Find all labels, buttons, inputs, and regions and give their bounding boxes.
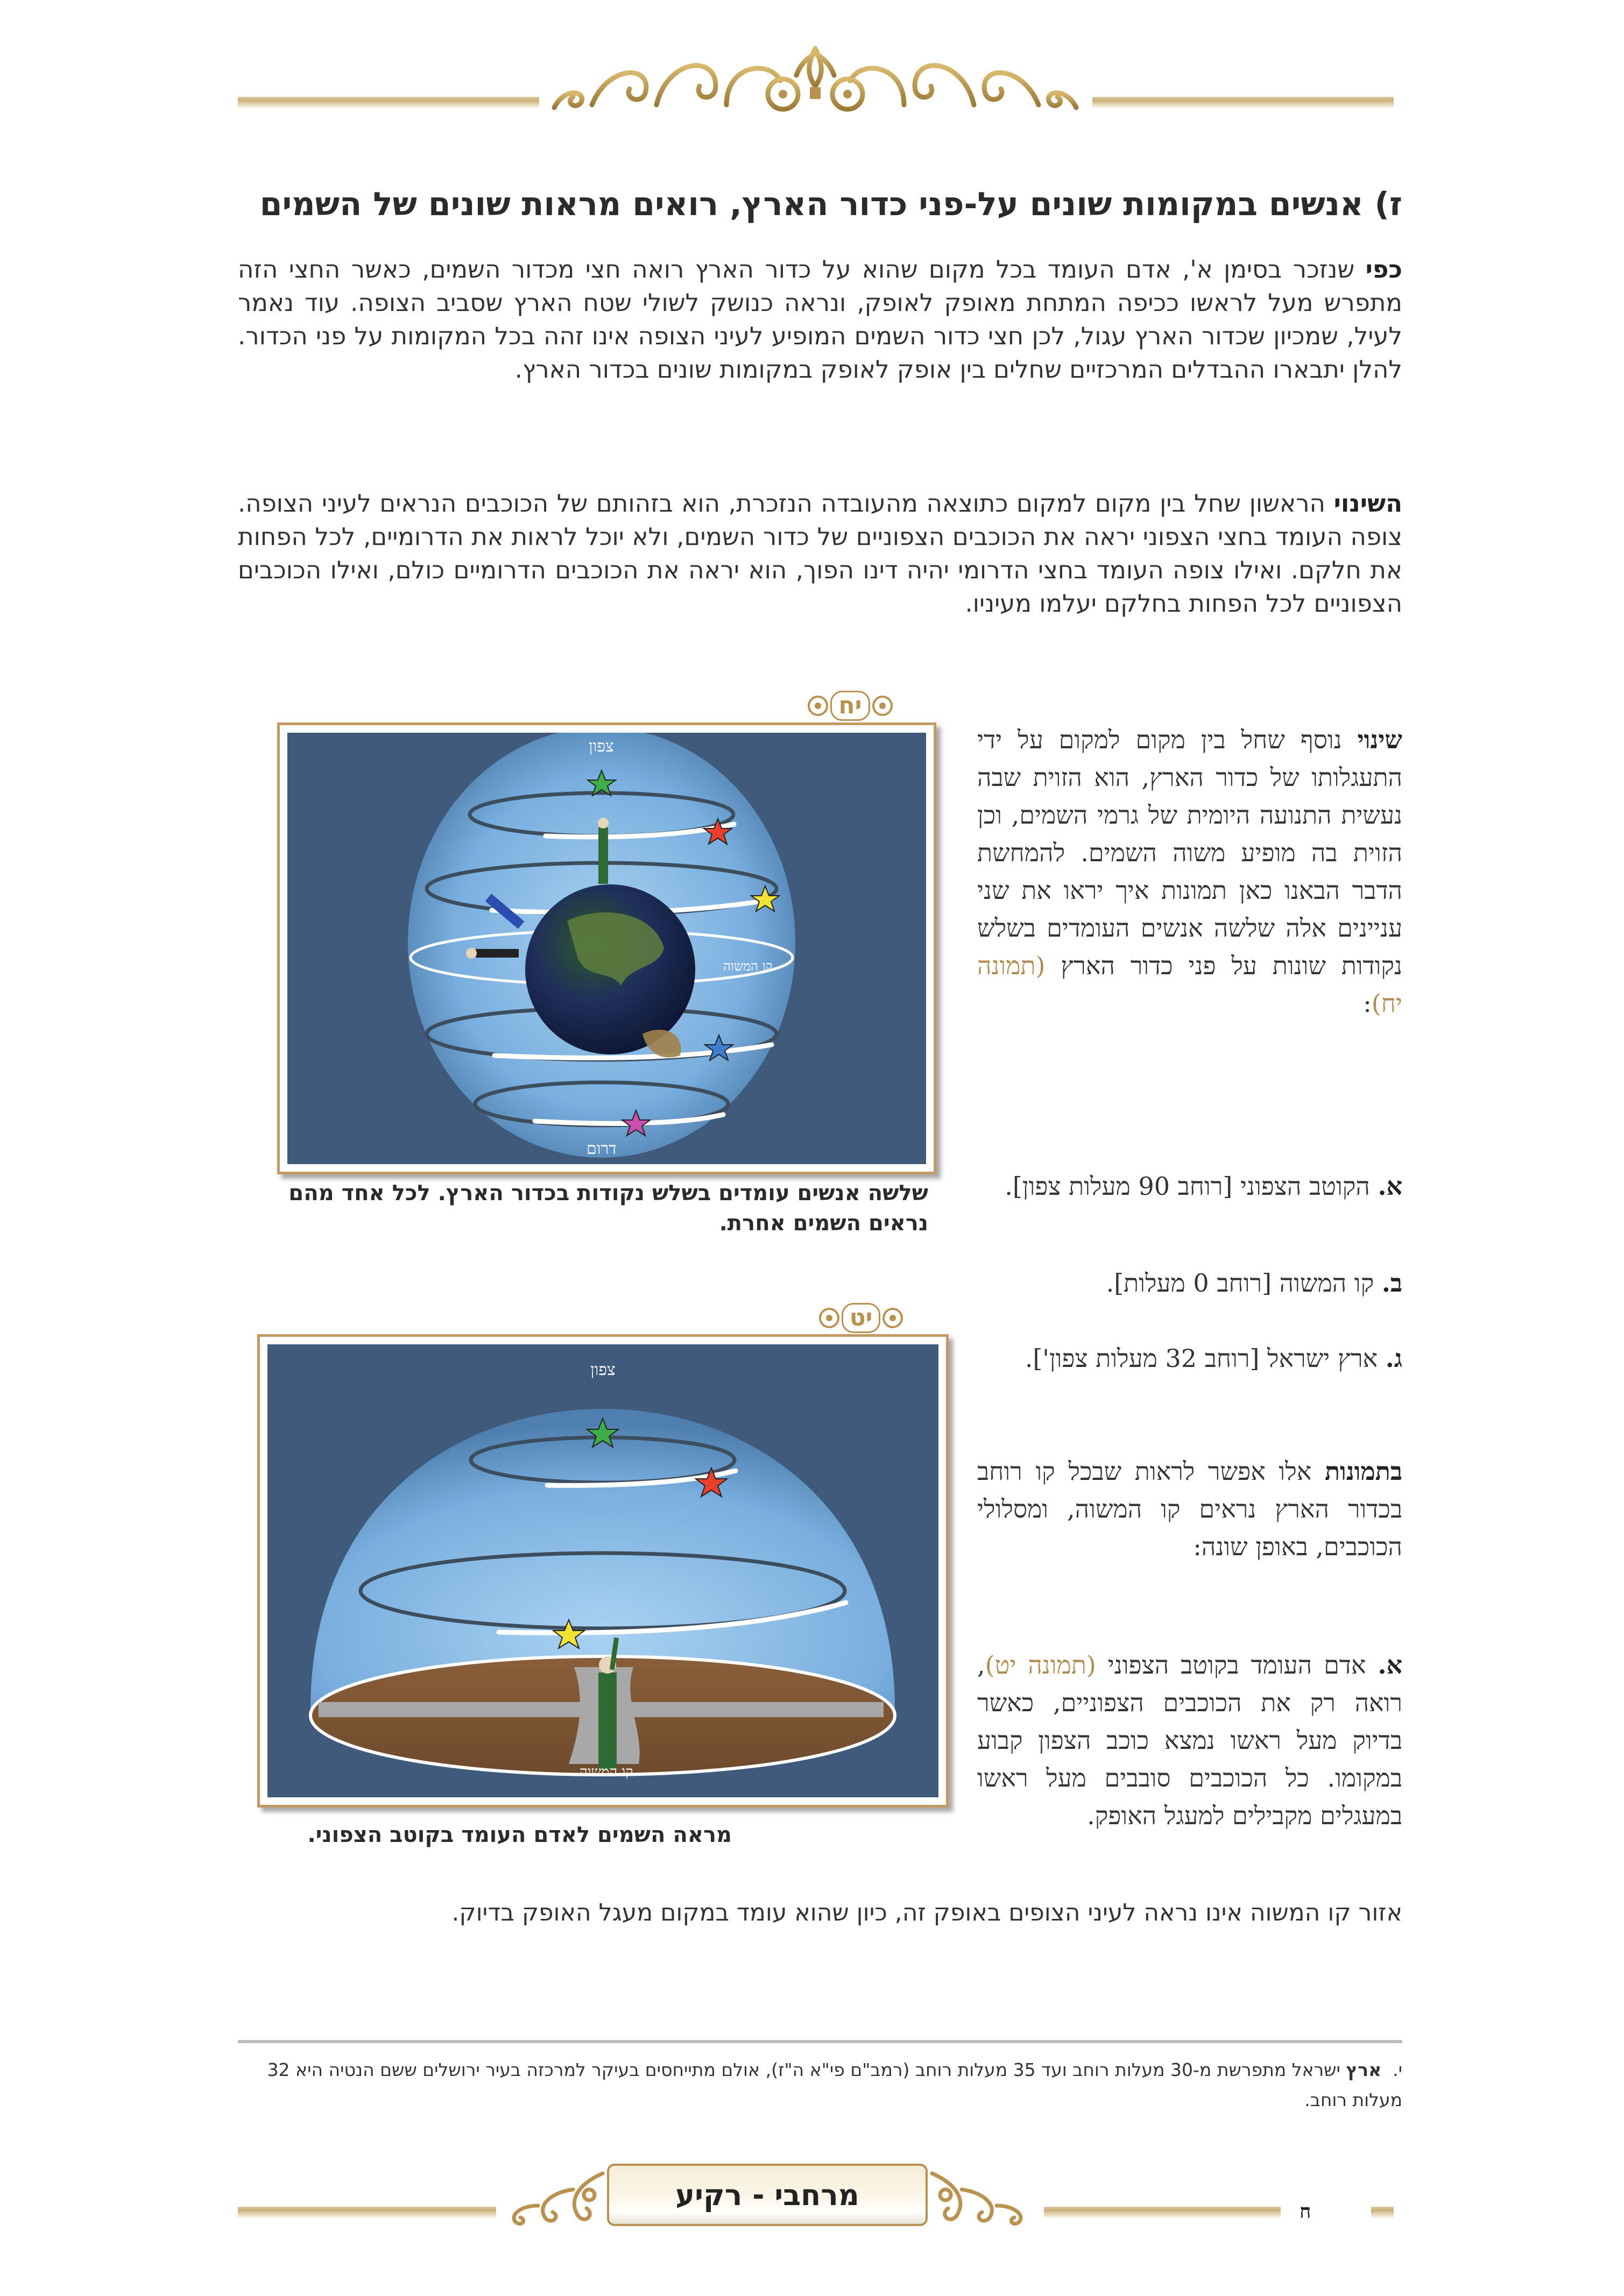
figure-2-number: יט bbox=[842, 1303, 881, 1333]
footer-title-banner bbox=[607, 2164, 928, 2226]
footer-right-scroll-ornament bbox=[927, 2168, 1048, 2227]
footer-rule-left bbox=[238, 2207, 496, 2219]
footer-rule-end bbox=[1371, 2207, 1394, 2219]
side-column-paragraph-2 bbox=[977, 1452, 1402, 1565]
footnote-marker: י. bbox=[1393, 2059, 1402, 2080]
intro-text: שנזכר בסימן א', אדם העומד בכל מקום שהוא על כדור הארץ רואה חצי מכדור השמים, כאשר החצי הזה מתפרש מעל לראשו ככיפה המתחת מאופק לאופק, ונראה כנושק לשולי שטח הארץ שסביב הצופה. עוד נאמר לעיל, שמכיון שכדור הארץ עגול, לכן חצי כדור השמים המופיע לעיני הצופה אינו זהה בכל המקומות על פני הכדור. להלן יתבארו ההבדלים המרכזיים שחלים בין אופק לאופק במקומות שונים בכדור הארץ. bbox=[238, 255, 1402, 384]
swirl-icon bbox=[872, 696, 893, 716]
footnote-lead: ארץ bbox=[1346, 2059, 1382, 2080]
side-p3-text-b: , רואה רק את הכוכבים הצפוניים, כאשר בדיוק מעל ראשו נמצא כוכב הצפון קבוע במקומו. כל הכוכבים סובבים מעל ראשו במעגלים מקבילים למעגל האופק. bbox=[977, 1650, 1402, 1830]
footnote-divider bbox=[238, 2040, 1402, 2043]
side-p2-lead: בתמונות bbox=[1324, 1457, 1402, 1486]
header-rule-left bbox=[238, 97, 539, 109]
figure-2-caption: מראה השמים לאדם העומד בקוטב הצפוני. bbox=[307, 1823, 732, 1847]
header-filigree-ornament bbox=[543, 43, 1087, 113]
page-number: ח bbox=[1300, 2200, 1311, 2223]
south-label: דרום bbox=[587, 1139, 617, 1158]
latitude-item-b bbox=[977, 1264, 1402, 1302]
side-p3-text-a: אדם העומד בקוטב הצפוני bbox=[1096, 1650, 1378, 1680]
item-c-marker: ג. bbox=[1385, 1344, 1402, 1373]
side-column-paragraph-3 bbox=[977, 1646, 1402, 1834]
equator-label: קו המשוה bbox=[580, 1764, 633, 1780]
equator-label: קו המשוה bbox=[723, 959, 773, 974]
side-p1-lead: שינוי bbox=[1357, 725, 1402, 754]
swirl-icon bbox=[882, 1308, 903, 1328]
second-lead-word: השינוי bbox=[1333, 489, 1402, 518]
north-label: צפון bbox=[589, 737, 614, 756]
footer-left-scroll-ornament bbox=[487, 2168, 608, 2227]
latitude-item-c bbox=[977, 1340, 1402, 1377]
item-c-text: ארץ ישראל [רוחב 32 מעלות צפון']. bbox=[1025, 1344, 1386, 1373]
item-a-text: הקוטב הצפוני [רוחב 90 מעלות צפון]. bbox=[1005, 1172, 1378, 1201]
figure-18-reference-link[interactable]: (תמונה יח) bbox=[977, 951, 1402, 1018]
figure-19-reference-link[interactable]: (תמונה יט) bbox=[985, 1650, 1096, 1680]
figure-1-badge bbox=[778, 690, 923, 722]
closing-line: אזור קו המשוה אינו נראה לעיני הצופים באופק זה, כיון שהוא עומד במקום מעגל האופק בדיוק. bbox=[451, 1899, 1402, 1926]
latitude-item-a bbox=[977, 1167, 1402, 1205]
north-label: צפון bbox=[590, 1360, 616, 1379]
side-p1-text: נוסף שחל בין מקום למקום על ידי התעגלותו של כדור הארץ, הוא הזוית שבה נעשית התנועה היומית של גרמי השמים, וכן הזוית בה מופיע משוה השמים. להמחשת הדבר הבאנו כאן תמונות איך יראו את שני עניינים אלה שלשה אנשים העומדים בשלש נקודות שונות על פני כדור הארץ bbox=[977, 725, 1402, 980]
intro-lead-word: כפי bbox=[1365, 255, 1402, 284]
book-title: מרחבי - רקיע bbox=[675, 2178, 859, 2212]
figure-1-frame bbox=[277, 722, 936, 1174]
filigree-icon bbox=[543, 43, 1087, 113]
hemisphere-dome-illustration bbox=[267, 1344, 938, 1797]
item-b-text: קו המשוה [רוחב 0 מעלות]. bbox=[1106, 1269, 1382, 1298]
item-b-marker: ב. bbox=[1381, 1269, 1402, 1298]
header-rule-right bbox=[1092, 97, 1394, 109]
figure-1-number: יח bbox=[830, 691, 870, 721]
second-paragraph bbox=[238, 487, 1402, 620]
celestial-sphere-illustration bbox=[287, 733, 926, 1164]
swirl-icon bbox=[819, 1308, 839, 1328]
swirl-icon bbox=[808, 696, 828, 716]
figure-1-illustration bbox=[287, 733, 926, 1164]
side-column-paragraph-1 bbox=[977, 721, 1402, 1022]
figure-1-caption: שלשה אנשים עומדים בשלש נקודות בכדור הארץ. לכל אחד מהם נראים השמים אחרת. bbox=[288, 1181, 928, 1236]
intro-paragraph bbox=[238, 253, 1402, 386]
second-text: הראשון שחל בין מקום למקום כתוצאה מהעובדה הנזכרת, הוא בזהותם של הכוכבים הנראים לעיני הצופה. צופה העומד בחצי הצפוני יראה את הכוכבים הצפוניים של כדור השמים, ולא יוכל לראות את הדרומיים, לכל הפחות את חלקם. ואילו צופה העומד בחצי הדרומי יהיה דינו הפוך, הוא יראה את הכוכבים הדרומיים כולם, ואילו הכוכבים הצפוניים לכל הפחות בחלקם יעלמו מעיניו. bbox=[238, 489, 1402, 618]
side-p3-lead: א. bbox=[1378, 1650, 1402, 1680]
section-heading: ז) אנשים במקומות שונים על-פני כדור הארץ, רואים מראות שונים של השמים bbox=[259, 186, 1402, 223]
footnote bbox=[238, 2055, 1402, 2115]
side-p2-text: אלו אפשר לראות שבכל קו רוחב בכדור הארץ נראים קו המשוה, ומסלולי הכוכבים, באופן שונה: bbox=[977, 1457, 1402, 1561]
side-p1-end: : bbox=[1363, 989, 1372, 1018]
item-a-marker: א. bbox=[1378, 1172, 1402, 1201]
figure-2-frame bbox=[257, 1334, 949, 1808]
figure-2-illustration bbox=[267, 1344, 938, 1797]
footnote-text: ישראל מתפרשת מ-30 מעלות רוחב ועד 35 מעלות רוחב (רמב"ם פי"א ה"ז), אולם מתייחסים בעיקר למרכזה בעיר ירושלים ששם הנטיה היא 32 מעלות רוחב. bbox=[267, 2059, 1402, 2110]
footer-rule-right bbox=[1044, 2207, 1281, 2219]
figure-2-badge bbox=[788, 1302, 934, 1334]
